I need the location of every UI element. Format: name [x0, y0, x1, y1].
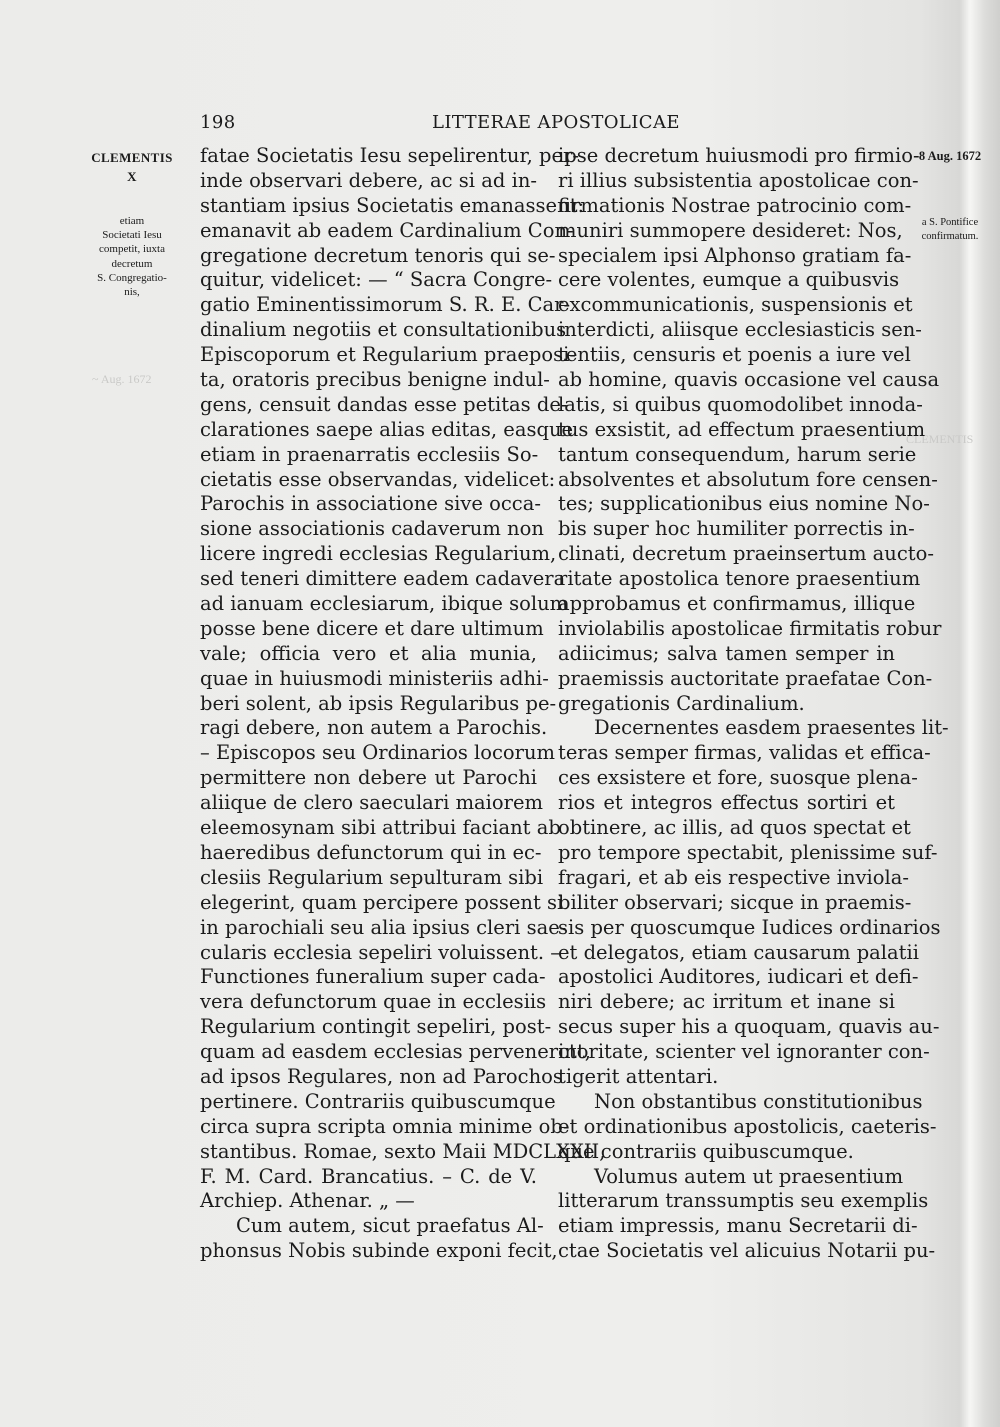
margin-note-left: [62, 214, 202, 299]
text-line: eleemosynam sibi attribui faciant ab: [200, 816, 561, 840]
text-line: quitur, videlicet: — “ Sacra Congre-: [200, 268, 553, 292]
text-line: inde observari debere, ac si ad in-: [200, 168, 537, 192]
text-line: fragari, et ab eis respective inviola-: [558, 865, 909, 889]
margin-note-line: confirmatum.: [921, 231, 979, 242]
text-line: interdicti, aliisque ecclesiasticis sen-: [558, 318, 922, 342]
text-line: tigerit attentari.: [558, 1064, 719, 1088]
text-line: tus exsistit, ad effectum praesentium: [558, 417, 926, 441]
text-line: pertinere. Contrariis quibuscumque: [200, 1089, 556, 1113]
text-line: et ordinationibus apostolicis, caeteris-: [558, 1114, 937, 1138]
margin-note-line: a S. Pontifice: [921, 217, 979, 228]
bleed-through-text: ~ Aug. 1672: [92, 372, 152, 386]
text-line: gens, censuit dandas esse petitas de-: [200, 392, 568, 416]
text-line: rios et integros effectus sortiri et: [558, 791, 895, 815]
text-line: specialem ipsi Alphonso gratiam fa-: [558, 243, 912, 267]
margin-name-line: X: [127, 169, 137, 184]
text-line: muniri summopere desideret: Nos,: [558, 218, 903, 242]
text-line: sione associationis cadaverum non: [200, 517, 544, 541]
text-line: sed teneri dimittere eadem cadavera: [200, 567, 566, 591]
text-line: inviolabilis apostolicae firmitatis robur: [558, 616, 942, 640]
text-line: – Episcopos seu Ordinarios locorum: [200, 741, 556, 765]
text-line: ctoritate, scienter vel ignoranter con-: [558, 1040, 930, 1064]
text-line: sis per quoscumque Iudices ordinarios: [558, 915, 941, 939]
margin-note-line: S. Congregatio-: [97, 271, 167, 284]
text-line: gregationis Cardinalium.: [558, 691, 805, 715]
margin-name-line: CLEMENTIS: [91, 150, 173, 165]
text-line: clesiis Regularium sepulturam sibi: [200, 865, 544, 889]
text-line: ritate apostolica tenore praesentium: [558, 567, 921, 591]
text-line: apostolici Auditores, iudicari et defi-: [558, 965, 919, 989]
text-line: etiam in praenarratis ecclesiis So-: [200, 442, 539, 466]
text-line: quae in huiusmodi ministeriis adhi-: [200, 666, 549, 690]
text-line: beri solent, ab ipsis Regularibus pe-: [200, 691, 557, 715]
text-line: cere volentes, eumque a quibusvis: [558, 268, 900, 292]
text-line: secus super his a quoquam, quavis au-: [558, 1015, 940, 1039]
text-line: Parochis in associatione sive occa-: [200, 492, 541, 516]
text-line: aliique de clero saeculari maiorem: [200, 791, 544, 815]
text-line: ctae Societatis vel alicuius Notarii pu-: [558, 1239, 936, 1263]
text-line: ab homine, quavis occasione vel causa: [558, 368, 940, 392]
text-line: Episcoporum et Regularium praeposi-: [200, 343, 576, 367]
text-column-left: [200, 144, 606, 1264]
page-number: 198: [200, 112, 236, 133]
text-line: Functiones funeralium super cada-: [200, 965, 546, 989]
margin-date: 8 Aug. 1672: [918, 149, 982, 163]
text-line: latis, si quibus quomodolibet innoda-: [558, 392, 923, 416]
text-line: absolventes et absolutum fore censen-: [558, 467, 938, 491]
text-line: et delegatos, etiam causarum palatii: [558, 940, 919, 964]
running-title: LITTERAE APOSTOLICAE: [432, 112, 680, 133]
text-line: biliter observari; sicque in praemis-: [558, 890, 912, 914]
margin-note-line: decretum: [111, 257, 153, 270]
text-line: F. M. Card. Brancatius. – C. de V.: [200, 1164, 537, 1188]
text-line: haeredibus defunctorum qui in ec-: [200, 840, 542, 864]
text-line: ragi debere, non autem a Parochis.: [200, 716, 548, 740]
text-line: Decernentes easdem praesentes lit-: [594, 716, 949, 740]
text-line: tes; supplicationibus eius nomine No-: [558, 492, 930, 516]
text-line: ces exsistere et fore, suosque plena-: [558, 766, 918, 790]
text-line: obtinere, ac illis, ad quos spectat et: [558, 816, 911, 840]
text-line: Volumus autem ut praesentium: [594, 1164, 904, 1188]
text-line: posse bene dicere et dare ultimum: [200, 616, 544, 640]
text-line: vale; officia vero et alia munia,: [200, 641, 537, 665]
margin-note-right: [900, 216, 1000, 244]
text-line: clinati, decretum praeinsertum aucto-: [558, 542, 934, 566]
text-line: Cum autem, sicut praefatus Al-: [236, 1214, 544, 1238]
text-line: tantum consequendum, harum serie: [558, 442, 917, 466]
margin-note-line: nis,: [124, 286, 140, 299]
text-line: elegerint, quam percipere possent si: [200, 890, 564, 914]
text-line: excommunicationis, suspensionis et: [558, 293, 913, 317]
text-line: Archiep. Athenar. „ —: [200, 1189, 415, 1213]
margin-note-line: competit, iuxta: [99, 243, 165, 256]
text-line: niri debere; ac irritum et inane si: [558, 990, 895, 1014]
text-line: Regularium contingit sepeliri, post-: [200, 1015, 552, 1039]
text-line: quam ad easdem ecclesias pervenerint,: [200, 1040, 591, 1064]
text-line: ri illius subsistentia apostolicae con-: [558, 168, 919, 192]
text-line: licere ingredi ecclesias Regularium,: [200, 542, 557, 566]
text-line: ad ianuam ecclesiarum, ibique solum: [200, 592, 569, 616]
text-line: adiicimus; salva tamen semper in: [558, 641, 895, 665]
text-line: cietatis esse observandas, videlicet:: [200, 467, 556, 491]
text-line: que contrariis quibuscumque.: [558, 1139, 854, 1163]
text-line: Non obstantibus constitutionibus: [594, 1089, 923, 1113]
text-line: circa supra scripta omnia minime ob-: [200, 1114, 570, 1138]
margin-note-line: etiam: [119, 215, 145, 227]
text-line: cularis ecclesia sepeliri voluissent. –: [200, 940, 561, 964]
text-line: emanavit ab eadem Cardinalium Con-: [200, 218, 574, 242]
text-line: litterarum transsumptis seu exemplis: [558, 1189, 929, 1213]
bleed-through-text: CLEMENTIS: [906, 432, 974, 446]
text-line: fatae Societatis Iesu sepelirentur, per-: [200, 144, 579, 167]
margin-note-line: Societati Iesu: [102, 229, 162, 242]
text-line: permittere non debere ut Parochi: [200, 766, 537, 790]
text-line: ad ipsos Regulares, non ad Parochos: [200, 1064, 563, 1088]
text-line: gregatione decretum tenoris qui se-: [200, 243, 556, 267]
text-line: teras semper firmas, validas et effica-: [558, 741, 931, 765]
text-line: praemissis auctoritate praefatae Con-: [558, 666, 933, 690]
text-line: tentiis, censuris et poenis a iure vel: [558, 343, 911, 367]
text-line: gatio Eminentissimorum S. R. E. Car-: [200, 293, 571, 317]
text-line: approbamus et confirmamus, illique: [558, 592, 916, 616]
text-line: ta, oratoris precibus benigne indul-: [200, 368, 550, 392]
text-line: phonsus Nobis subinde exponi fecit,: [200, 1239, 558, 1263]
margin-pope-name: [62, 148, 202, 186]
text-line: stantiam ipsius Societatis emanassent:: [200, 193, 585, 217]
text-line: clarationes saepe alias editas, easque: [200, 417, 574, 441]
text-line: bis super hoc humiliter porrectis in-: [558, 517, 915, 541]
text-line: dinalium negotiis et consultationibus: [200, 318, 567, 342]
text-line: pro tempore spectabit, plenissime suf-: [558, 840, 938, 864]
text-line: firmationis Nostrae patrocinio com-: [558, 193, 912, 217]
text-line: stantibus. Romae, sexto Maii MDCLXXII,: [200, 1139, 606, 1163]
text-line: in parochiali seu alia ipsius cleri sae-: [200, 915, 567, 939]
text-line: ipse decretum huiusmodi pro firmio-: [558, 144, 920, 167]
text-line: etiam impressis, manu Secretarii di-: [558, 1214, 918, 1238]
text-line: vera defunctorum quae in ecclesiis: [200, 990, 547, 1014]
